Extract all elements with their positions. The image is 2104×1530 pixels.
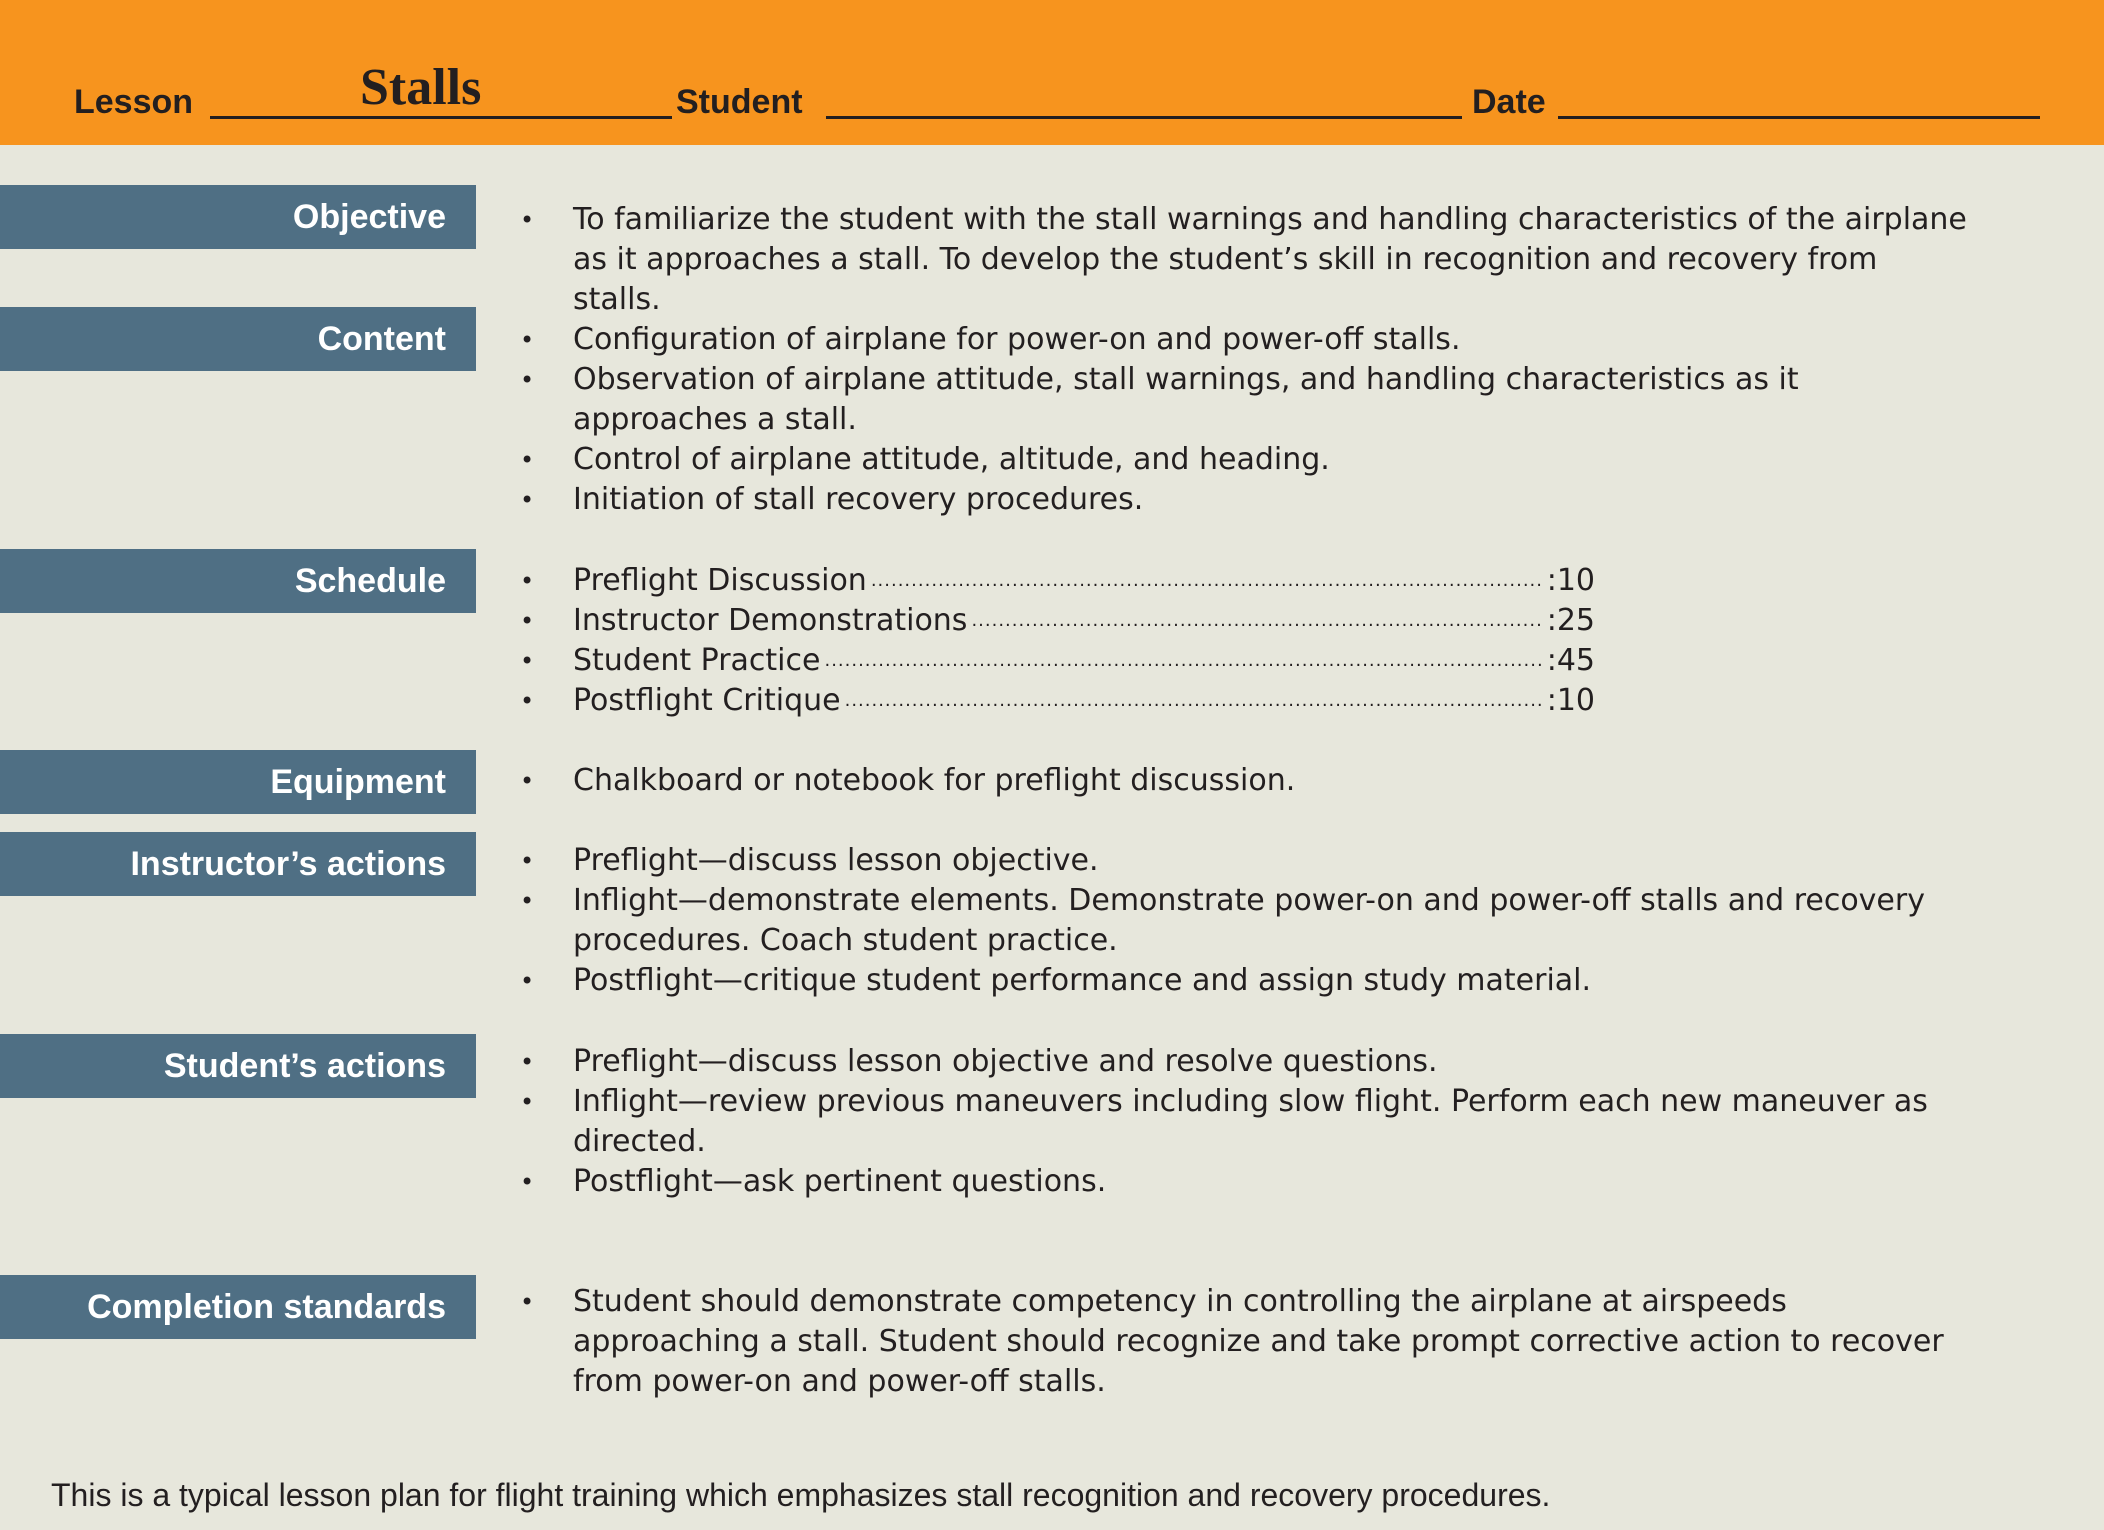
- list-item: • Initiation of stall recovery procedures.: [520, 480, 1970, 520]
- bullet-icon: •: [520, 607, 535, 635]
- bullet-icon: •: [520, 1168, 535, 1196]
- list-item: • Student should demonstrate competency in controlling the airplane at airspeeds approaching a stall. Student should recognize and take prompt corrective action to recover from power-on and power-off stalls.: [520, 1284, 1944, 1399]
- bullet-icon: •: [520, 647, 535, 675]
- leader-dots: [824, 641, 1542, 681]
- lesson-label: Lesson: [74, 83, 194, 121]
- figure-caption: This is a typical lesson plan for flight training which emphasizes stall recognition and recovery procedures.: [51, 1477, 1551, 1513]
- leader-dots: [845, 681, 1543, 721]
- list-item: • Control of airplane attitude, altitude, and heading.: [520, 440, 1970, 480]
- schedule-list: [520, 561, 1970, 721]
- bullet-icon: •: [520, 1088, 535, 1116]
- bullet-icon: •: [520, 1288, 535, 1316]
- schedule-item-name: Student Practice: [573, 643, 821, 678]
- student-actions-list: [520, 1042, 1970, 1202]
- schedule-row: [520, 681, 1595, 721]
- completion-standards-list: [520, 1282, 1970, 1402]
- list-item: • Chalkboard or notebook for preflight discussion.: [520, 761, 1970, 801]
- list-item: • Postflight—ask pertinent questions.: [520, 1162, 1970, 1202]
- student-field-line: [826, 116, 1462, 119]
- header-bar: [0, 0, 2104, 145]
- leader-dots: [971, 601, 1542, 641]
- instructor-actions-label: Instructor’s actions: [0, 832, 476, 896]
- date-label: Date: [1472, 83, 1546, 121]
- list-item: • Preflight—discuss lesson objective.: [520, 841, 1970, 881]
- schedule-label: Schedule: [0, 549, 476, 613]
- schedule-item-name: Instructor Demonstrations: [573, 603, 968, 638]
- schedule-item-time: :45: [1546, 643, 1595, 678]
- bullet-icon: •: [520, 446, 535, 474]
- bullet-icon: •: [520, 567, 535, 595]
- schedule-item-name: Preflight Discussion: [573, 563, 867, 598]
- content-label: Content: [0, 307, 476, 371]
- bullet-icon: •: [520, 967, 535, 995]
- list-item: • Postflight—critique student performance and assign study material.: [520, 961, 1970, 1001]
- list-item: • Preflight—discuss lesson objective and resolve questions.: [520, 1042, 1970, 1082]
- schedule-item-name: Postflight Critique: [573, 683, 841, 718]
- completion-standards-label: Completion standards: [0, 1275, 476, 1339]
- bullet-icon: •: [520, 206, 535, 234]
- bullet-icon: •: [520, 847, 535, 875]
- schedule-item-time: :10: [1546, 683, 1595, 718]
- bullet-icon: •: [520, 326, 535, 354]
- student-actions-label: Student’s actions: [0, 1034, 476, 1098]
- bullet-icon: •: [520, 887, 535, 915]
- schedule-row: [520, 641, 1595, 681]
- list-item: • Configuration of airplane for power-on and power-off stalls.: [520, 320, 1970, 360]
- list-item: • Inflight—demonstrate elements. Demonstrate power-on and power-off stalls and recovery procedures. Coach student practice.: [520, 883, 1925, 958]
- bullet-icon: •: [520, 366, 535, 394]
- equipment-list: [520, 761, 1970, 801]
- bullet-icon: •: [520, 687, 535, 715]
- schedule-item-time: :10: [1546, 563, 1595, 598]
- content-list: [520, 320, 1970, 520]
- schedule-row: [520, 561, 1595, 601]
- list-item: • Observation of airplane attitude, stall warnings, and handling characteristics as it approaches a stall.: [520, 362, 1799, 437]
- bullet-icon: •: [520, 1048, 535, 1076]
- objective-list: [520, 200, 1970, 320]
- lesson-value: Stalls: [360, 59, 482, 116]
- objective-label: Objective: [0, 185, 476, 249]
- student-label: Student: [676, 83, 803, 121]
- schedule-item-time: :25: [1546, 603, 1595, 638]
- schedule-row: [520, 601, 1595, 641]
- instructor-actions-list: [520, 841, 1970, 1001]
- equipment-label: Equipment: [0, 750, 476, 814]
- list-item: • To familiarize the student with the stall warnings and handling characteristics of the airplane as it approaches a stall. To develop the student’s skill in recognition and recovery from stalls.: [520, 202, 1967, 317]
- list-item: • Inflight—review previous maneuvers including slow flight. Perform each new maneuver as directed.: [520, 1084, 1928, 1159]
- bullet-icon: •: [520, 767, 535, 795]
- date-field-line: [1558, 116, 2040, 119]
- leader-dots: [871, 561, 1543, 601]
- bullet-icon: •: [520, 486, 535, 514]
